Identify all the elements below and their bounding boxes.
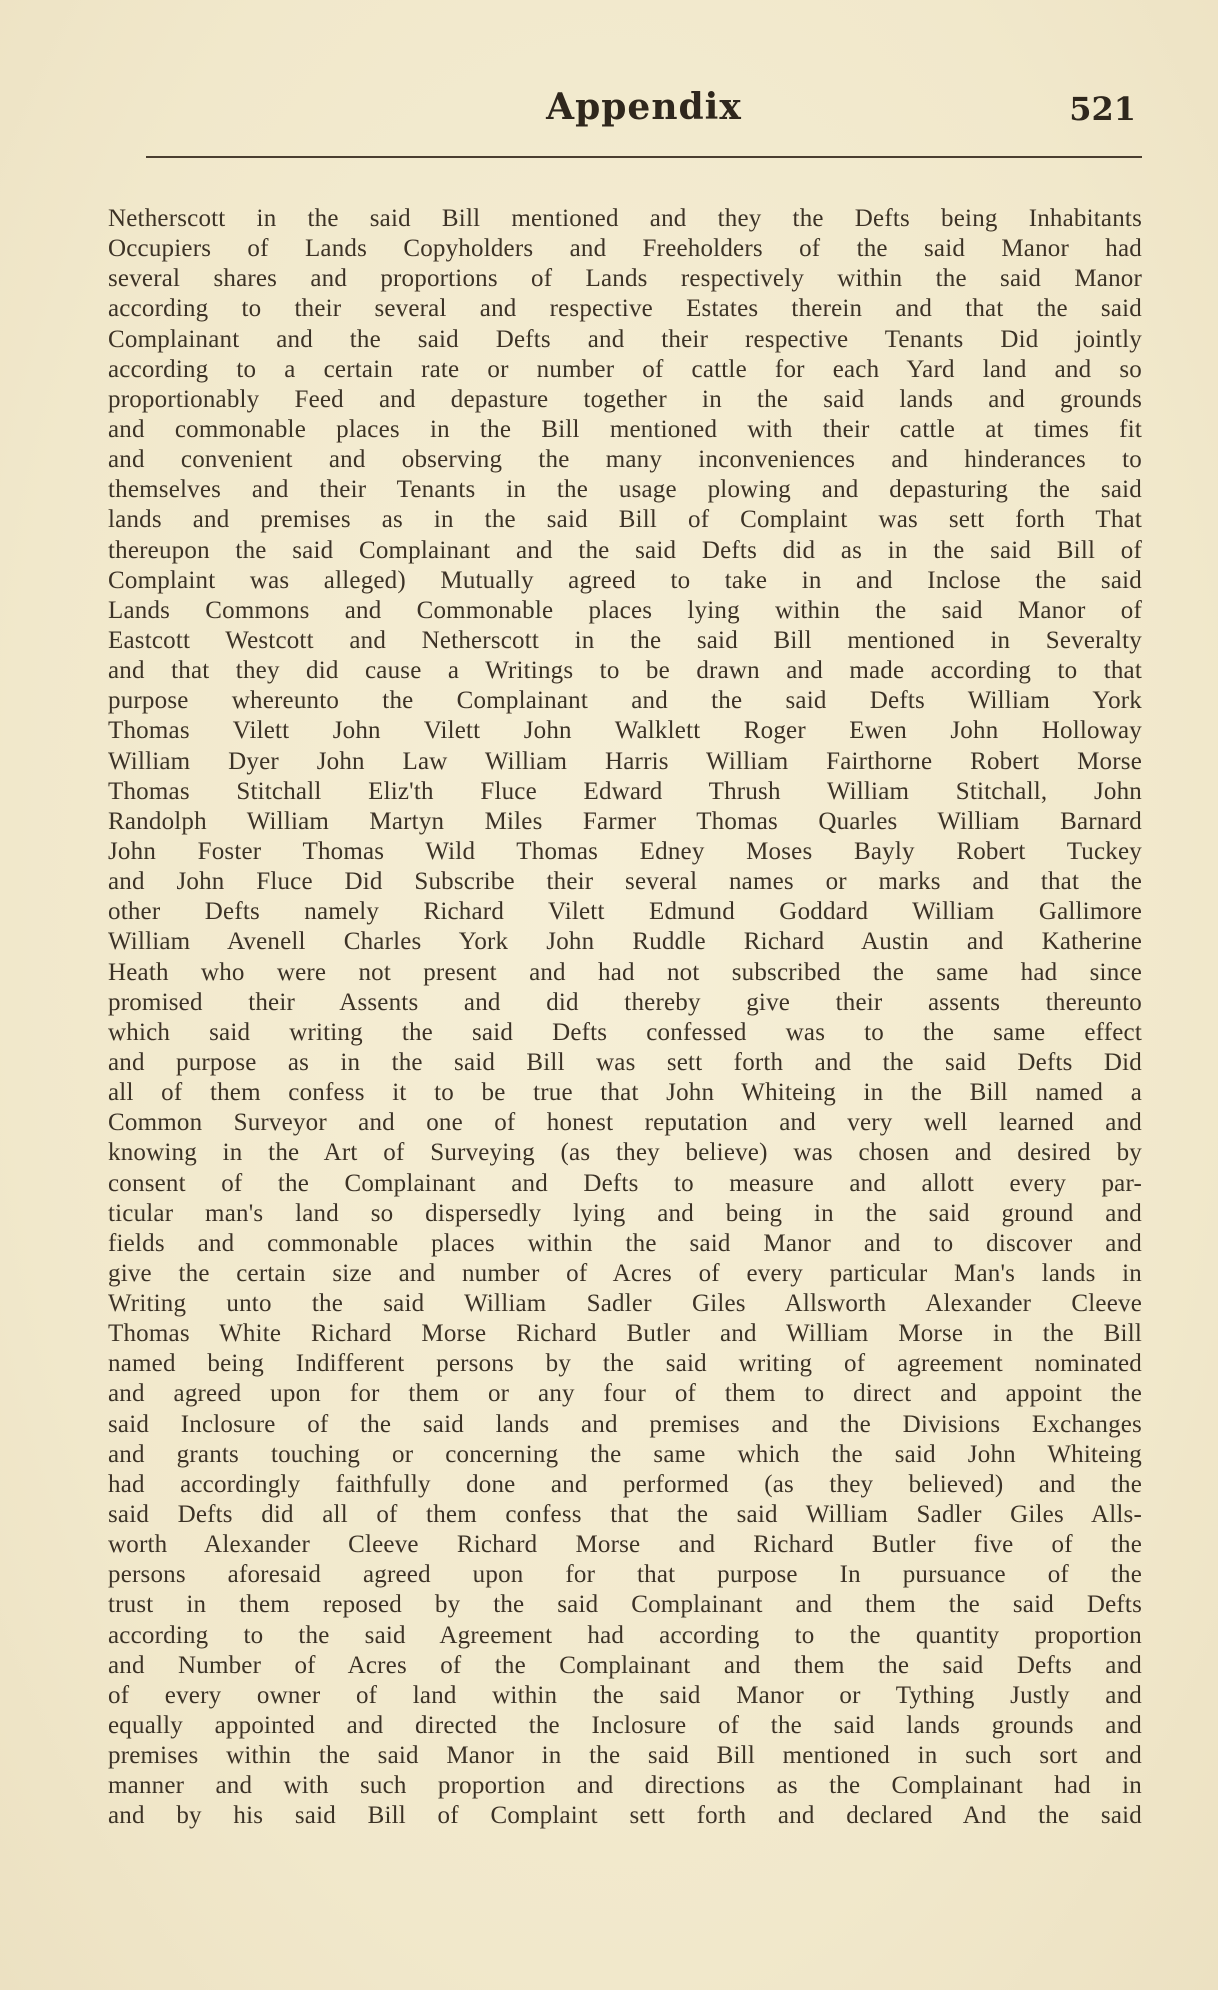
text-line: Heath who were not present and had not subscribed the same had since bbox=[108, 958, 1142, 986]
text-line: ticular man's land so dispersedly lying and being in the said ground and bbox=[108, 1199, 1142, 1227]
text-line: give the certain size and number of Acres of every particular Man's lands in bbox=[108, 1259, 1142, 1287]
text-line: and convenient and observing the many inconveniences and hinderances to bbox=[108, 446, 1142, 474]
text-line: Common Surveyor and one of honest reputation and very well learned and bbox=[108, 1109, 1142, 1137]
text-line: Thomas Vilett John Vilett John Walklett Roger Ewen John Holloway bbox=[108, 717, 1142, 745]
body-text bbox=[108, 204, 1142, 1832]
text-line: and grants touching or concerning the same which the said John Whiteing bbox=[108, 1440, 1142, 1468]
text-line: according to the said Agreement had according to the quantity proportion bbox=[108, 1621, 1142, 1649]
text-line: all of them confess it to be true that John Whiteing in the Bill named a bbox=[108, 1079, 1142, 1107]
text-line: themselves and their Tenants in the usage plowing and depasturing the said bbox=[108, 476, 1142, 504]
text-line: Randolph William Martyn Miles Farmer Thomas Quarles William Barnard bbox=[108, 807, 1142, 835]
text-line: William Avenell Charles York John Ruddle Richard Austin and Katherine bbox=[108, 928, 1142, 956]
text-line: and that they did cause a Writings to be drawn and made according to that bbox=[108, 657, 1142, 685]
text-line: fields and commonable places within the said Manor and to discover and bbox=[108, 1229, 1142, 1257]
text-line: and Number of Acres of the Complainant and them the said Defts and bbox=[108, 1651, 1142, 1679]
text-line: proportionably Feed and depasture together in the said lands and grounds bbox=[108, 385, 1142, 413]
text-line: other Defts namely Richard Vilett Edmund Goddard William Gallimore bbox=[108, 898, 1142, 926]
text-line: which said writing the said Defts confessed was to the same effect bbox=[108, 1018, 1142, 1046]
text-line: said Defts did all of them confess that the said William Sadler Giles Alls- bbox=[108, 1501, 1142, 1529]
text-line: purpose whereunto the Complainant and the said Defts William York bbox=[108, 687, 1142, 715]
text-line: according to a certain rate or number of cattle for each Yard land and so bbox=[108, 355, 1142, 383]
text-line: said Inclosure of the said lands and premises and the Divisions Exchanges bbox=[108, 1410, 1142, 1438]
text-line: knowing in the Art of Surveying (as they believe) was chosen and desired by bbox=[108, 1139, 1142, 1167]
text-line: Writing unto the said William Sadler Giles Allsworth Alexander Cleeve bbox=[108, 1290, 1142, 1318]
text-line: and agreed upon for them or any four of them to direct and appoint the bbox=[108, 1380, 1142, 1408]
text-line: worth Alexander Cleeve Richard Morse and Richard Butler five of the bbox=[108, 1531, 1142, 1559]
header-rule bbox=[146, 156, 1142, 158]
text-line: manner and with such proportion and directions as the Complainant had in bbox=[108, 1772, 1142, 1800]
text-line: equally appointed and directed the Inclosure of the said lands grounds and bbox=[108, 1712, 1142, 1740]
text-line: premises within the said Manor in the said Bill mentioned in such sort and bbox=[108, 1742, 1142, 1770]
text-line: Eastcott Westcott and Netherscott in the said Bill mentioned in Severalty bbox=[108, 626, 1142, 654]
text-line: Occupiers of Lands Copyholders and Freeholders of the said Manor had bbox=[108, 235, 1142, 263]
text-line: and purpose as in the said Bill was sett forth and the said Defts Did bbox=[108, 1048, 1142, 1076]
text-line: had accordingly faithfully done and performed (as they believed) and the bbox=[108, 1470, 1142, 1498]
text-line: and John Fluce Did Subscribe their several names or marks and that the bbox=[108, 868, 1142, 896]
text-line: persons aforesaid agreed upon for that purpose In pursuance of the bbox=[108, 1561, 1142, 1589]
text-line: William Dyer John Law William Harris William Fairthorne Robert Morse bbox=[108, 747, 1142, 775]
text-line: and commonable places in the Bill mentioned with their cattle at times fit bbox=[108, 415, 1142, 443]
text-line: Lands Commons and Commonable places lying within the said Manor of bbox=[108, 596, 1142, 624]
text-line: John Foster Thomas Wild Thomas Edney Moses Bayly Robert Tuckey bbox=[108, 837, 1142, 865]
text-line: named being Indifferent persons by the said writing of agreement nominated bbox=[108, 1350, 1142, 1378]
page-number: 521 bbox=[1069, 90, 1136, 128]
text-line: Complainant and the said Defts and their respective Tenants Did jointly bbox=[108, 325, 1142, 353]
text-line: thereupon the said Complainant and the said Defts did as in the said Bill of bbox=[108, 536, 1142, 564]
text-line: Netherscott in the said Bill mentioned and they the Defts being Inhabitants bbox=[108, 205, 1142, 232]
text-line: and by his said Bill of Complaint sett forth and declared And the said bbox=[108, 1802, 1142, 1830]
text-line: consent of the Complainant and Defts to measure and allott every par- bbox=[108, 1169, 1142, 1197]
running-title: Appendix bbox=[546, 86, 742, 128]
text-line: lands and premises as in the said Bill of Complaint was sett forth That bbox=[108, 506, 1142, 534]
text-line: trust in them reposed by the said Complainant and them the said Defts bbox=[108, 1591, 1142, 1619]
text-line: of every owner of land within the said Manor or Tything Justly and bbox=[108, 1681, 1142, 1709]
text-line: promised their Assents and did thereby give their assents thereunto bbox=[108, 988, 1142, 1016]
text-line: according to their several and respective Estates therein and that the said bbox=[108, 295, 1142, 323]
text-line: Thomas White Richard Morse Richard Butler and William Morse in the Bill bbox=[108, 1320, 1142, 1348]
text-line: Complaint was alleged) Mutually agreed to take in and Inclose the said bbox=[108, 566, 1142, 594]
text-line: several shares and proportions of Lands respectively within the said Manor bbox=[108, 265, 1142, 293]
page-header bbox=[146, 80, 1142, 130]
text-line: Thomas Stitchall Eliz'th Fluce Edward Thrush William Stitchall, John bbox=[108, 777, 1142, 805]
